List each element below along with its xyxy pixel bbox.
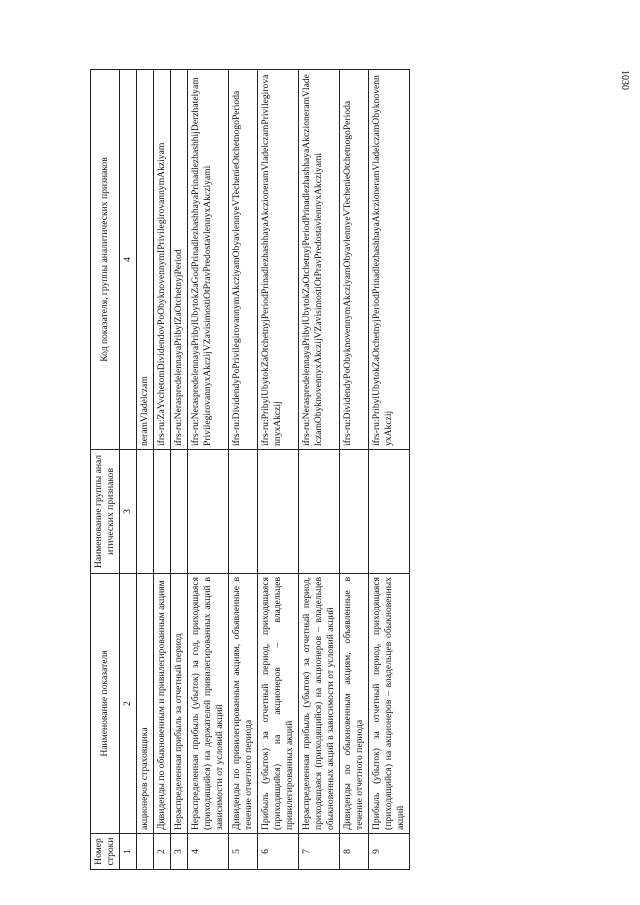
indicator-code: ifrs-ru:PribylUbytokZaOtchetnyjPeriodPrinadlezhashhayaAkczioneramVladelczamObyknovennyxAkczij <box>368 70 409 450</box>
table-row <box>187 70 228 870</box>
header-group-name: Наименование группы аналитических признаков <box>91 450 120 574</box>
group-name <box>228 450 257 574</box>
group-name <box>187 450 228 574</box>
indicator-code: neramVladelczam <box>136 70 153 450</box>
indicator-name: Дивиденды по обыкновенным и привилегированным акциям <box>153 574 170 834</box>
table-row <box>136 70 153 870</box>
indicator-code: ifrs-ru:DividendyPoPrivilegirovannymAkcziyamObyavlennyeVTechenieOtchetnogoPerioda <box>228 70 257 450</box>
table-row <box>339 70 368 870</box>
indicator-code: ifrs-ru:NeraspredelennayaPribylUbytokZaGodPrinadlezhashhayaPrinadlezhashhijDerzhatelyamPrivilegirovannyxAkczijVZavisimostiOtPravPredostavlennyxAkcziyami <box>187 70 228 450</box>
table-row <box>170 70 187 870</box>
indicator-name: Нераспределенная прибыль (убыток) за год, приходящаяся (приходящийся) на держателей привилегированных акций в зависимости от условий акций <box>187 574 228 834</box>
table-row <box>228 70 257 870</box>
group-name <box>153 450 170 574</box>
rotated-table-container <box>90 70 570 870</box>
group-name <box>136 450 153 574</box>
group-name <box>170 450 187 574</box>
group-name <box>257 450 298 574</box>
row-number: 7 <box>298 834 339 870</box>
table-row <box>298 70 339 870</box>
indicator-name: акционеров страховщика <box>136 574 153 834</box>
indicator-code: ifrs-ru:NeraspredelennayaPribylZaOtchetnyjPeriod <box>170 70 187 450</box>
indicator-code: ifrs-ru:ZaYvchetomDividendovPoObyknovennymIPrivilegirovannymAkziyam <box>153 70 170 450</box>
column-number: 4 <box>119 70 136 450</box>
indicator-name: Нераспределенная прибыль (убыток) за отчетный период, приходящаяся (приходящийся) на акционеров – владельцев обыкновенных акций в зависимости от условий акций <box>298 574 339 834</box>
group-name <box>339 450 368 574</box>
row-number: 5 <box>228 834 257 870</box>
row-number <box>136 834 153 870</box>
indicator-name: Нераспределенная прибыль за отчетный период <box>170 574 187 834</box>
table-row <box>153 70 170 870</box>
page-number: 1030 <box>619 70 630 90</box>
column-number: 1 <box>119 834 136 870</box>
table-column-numbers-row <box>119 70 136 870</box>
group-name <box>298 450 339 574</box>
row-number: 6 <box>257 834 298 870</box>
header-row-number: Номер строки <box>91 834 120 870</box>
header-indicator-code: Код показателя, группы аналитических признаков <box>91 70 120 450</box>
indicator-name: Прибыль (убыток) за отчетный период, приходящаяся (приходящийся) на акционеров – владельцев обыкновенных акций <box>368 574 409 834</box>
table-row <box>368 70 409 870</box>
indicator-code: ifrs-ru:NeraspredelennayaPribylUbytokZaOtchetnyjPeriodPrinadlezhashhayaAkczioneramVladelczamObyknovennyxAkczijVZavisimostiOtPravPredostavlennyxAkcziyami <box>298 70 339 450</box>
indicator-code: ifrs-ru:DividendyPoObyknovennymAkcziyamObyavlennyeVTechenieOtchetnogoPerioda <box>339 70 368 450</box>
indicator-name: Дивиденды по привилегированным акциям, объявленные в течение отчетного периода <box>228 574 257 834</box>
row-number: 8 <box>339 834 368 870</box>
indicator-name: Дивиденды по обыкновенным акциям, объявленные в течение отчетного периода <box>339 574 368 834</box>
indicator-table <box>90 69 410 870</box>
row-number: 9 <box>368 834 409 870</box>
column-number: 2 <box>119 574 136 834</box>
indicator-name: Прибыль (убыток) за отчетный период, приходящаяся (приходящийся) на акционеров – владельцев привилегированных акций <box>257 574 298 834</box>
table-row <box>257 70 298 870</box>
row-number: 4 <box>187 834 228 870</box>
group-name <box>368 450 409 574</box>
indicator-code: ifrs-ru:PribylUbytokZaOtchetnyjPeriodPrinadlezhashhayaAkczioneramVladelczamPrivilegirovannyxAkczij <box>257 70 298 450</box>
table-header-row <box>91 70 120 870</box>
row-number: 3 <box>170 834 187 870</box>
column-number: 3 <box>119 450 136 574</box>
row-number: 2 <box>153 834 170 870</box>
header-indicator-name: Наименование показателя <box>91 574 120 834</box>
